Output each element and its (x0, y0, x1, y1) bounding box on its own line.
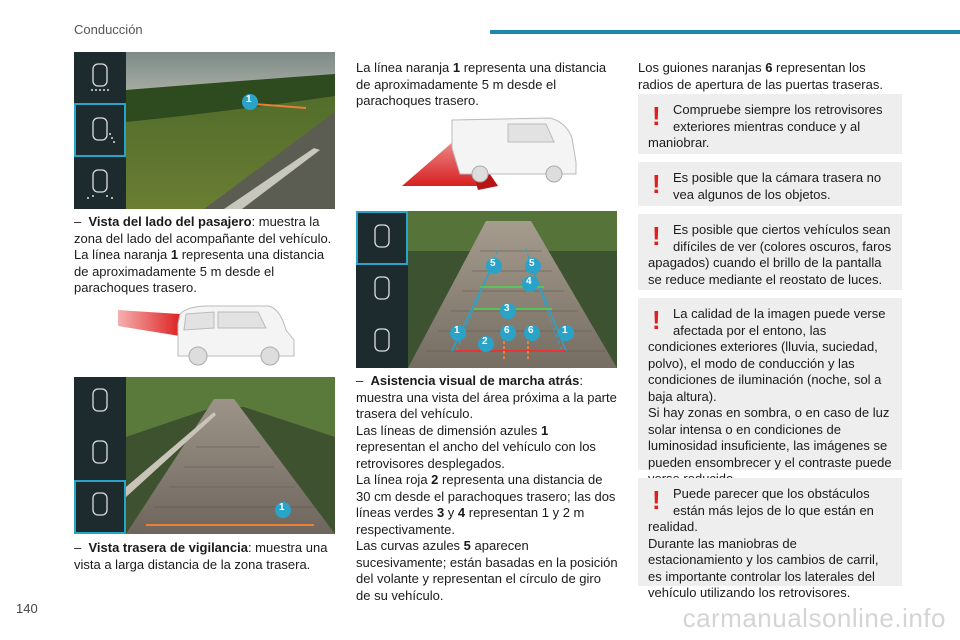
callout-6: 6 (528, 325, 534, 336)
watermark: carmanualsonline.info (682, 603, 946, 633)
camera-image-rear-long-range (74, 377, 335, 534)
warning-icon: ! (652, 221, 661, 251)
rear-view-description: – Vista trasera de vigilancia: muestra una vista a larga distancia de la zona trasera. (74, 540, 328, 572)
warning-text: Es posible que la cámara trasera no vea algunos de los objetos. (673, 170, 882, 202)
warning-icon: ! (652, 485, 661, 515)
passenger-view-line-note: La línea naranja 1 representa una distancia de aproximadamente 5 m desde el parachoques trasero. (74, 247, 325, 295)
warning-text: Es posible que ciertos vehículos sean difíciles de ver (colores oscuros, faros apagados) cuando el brillo de la pantalla se reduce mediante el reostato de luces. (648, 222, 892, 287)
warning-text: Compruebe siempre los retrovisores exteriores mientras conduce y al maniobrar. (648, 102, 883, 150)
header-accent-bar (490, 30, 960, 34)
warning-box-dark-vehicles (638, 214, 902, 290)
blue-lines-note: Las líneas de dimensión azules 1 representan el ancho del vehículo con los retrovisores desplegados. (356, 422, 596, 471)
red-green-lines-note: La línea roja 2 representa una distancia de 30 cm desde el parachoques trasero; las dos líneas verdes 3 y 4 representan 1 y 2 m respectivamente. (356, 472, 616, 537)
warning-text: Durante las maniobras de estacionamiento y los cambios de carril, es importante controlar los laterales del vehículo utilizando los retrovisores. (648, 535, 879, 600)
camera-image-passenger-view (74, 52, 335, 209)
callout-1: 1 (246, 94, 252, 105)
warning-box-obstacles (638, 478, 902, 600)
warning-icon: ! (652, 101, 661, 131)
van-rear-diagram (400, 114, 580, 194)
callout-6: 6 (504, 325, 510, 336)
orange-dashes-note: Los guiones naranjas 6 representan los radios de apertura de las puertas traseras. (638, 60, 883, 92)
callout-1: 1 (562, 325, 568, 336)
callout-1: 1 (279, 502, 285, 513)
callout-5: 5 (529, 258, 535, 269)
warning-box-image-quality (638, 298, 902, 470)
warning-text: Si hay zonas en sombra, o en caso de luz solar intensa o en condiciones de luminosidad insuficiente, las imágenes se pueden ensombrecer y el contraste puede (648, 405, 892, 470)
page-number: 140 (16, 601, 38, 616)
blue-curves-note: Las curvas azules 5 aparecen sucesivamente; están basadas en la posición del volante y representan el círculo de giro de su vehículo. (356, 538, 618, 603)
warning-box-camera (638, 162, 902, 206)
callout-2: 2 (482, 336, 488, 347)
callout-1: 1 (454, 325, 460, 336)
orange-line-note: La línea naranja 1 representa una distancia de aproximadamente 5 m desde el parachoques trasero. (356, 60, 607, 108)
warning-icon: ! (652, 305, 661, 335)
warning-box-mirrors (638, 94, 902, 154)
callout-3: 3 (504, 303, 510, 314)
warning-text: La calidad de la imagen puede verse afectada por el entono, las condiciones exteriores (lluvia, suciedad, polvo), el modo de conducción y las condiciones de iluminación (noche, sol a baja altura). (648, 306, 886, 404)
camera-image-reverse-assist (356, 211, 617, 368)
warning-icon: ! (652, 169, 661, 199)
callout-5: 5 (490, 258, 496, 269)
warning-text: Puede parecer que los obstáculos están más lejos de lo que están en realidad. (648, 486, 874, 534)
passenger-view-description: – Vista del lado del pasajero: muestra la zona del lado del acompañante del vehículo. (74, 214, 332, 246)
callout-4: 4 (526, 276, 532, 287)
van-side-diagram (118, 300, 298, 370)
reverse-assist-description: – Asistencia visual de marcha atrás: muestra una vista del área próxima a la parte trasera del vehículo. (356, 373, 617, 421)
section-title: Conducción (74, 22, 143, 37)
